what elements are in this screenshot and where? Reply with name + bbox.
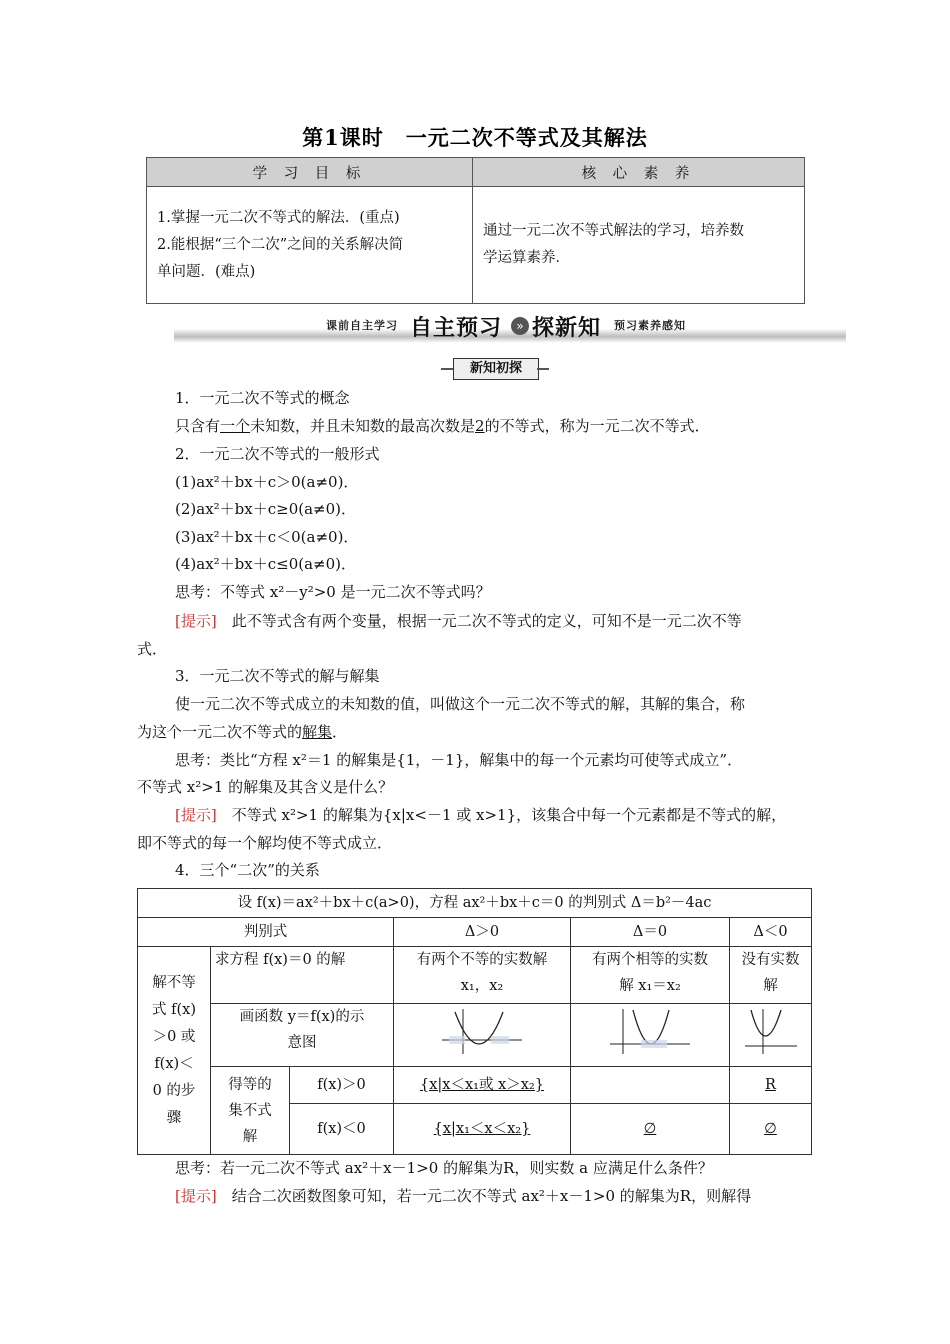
arrow-right-icon: » [511, 317, 529, 335]
hint-3: [提示] 结合二次函数图象可知，若一元二次不等式 ax²＋x－1>0 的解集为R，则解得 [175, 1187, 752, 1205]
think-1: 思考：不等式 x²－y²>0 是一元二次不等式吗？ [175, 583, 491, 601]
form-4: (4)ax²＋bx＋c≤0(a≠0)． [175, 555, 356, 573]
banner-right-text: 预习素养感知 [614, 319, 686, 332]
literacy-header: 核 心 素 养 [473, 158, 805, 187]
paragraph-3-cont: 为这个一元二次不等式的解集． [137, 723, 348, 741]
row-graph-label: 画函数 y＝f(x)的示 意图 [211, 1004, 394, 1067]
heading-2: 2．一元二次不等式的一般形式 [175, 445, 380, 463]
form-1: (1)ax²＋bx＋c＞0(a≠0)． [175, 473, 359, 491]
delta-negative: Δ＜0 [730, 918, 812, 947]
goal-2b: 单问题．(难点) [157, 263, 256, 280]
parabola-no-root-graph [741, 1006, 801, 1056]
literacy-b: 学运算素养． [483, 250, 570, 266]
lt-case-1: {x|x₁＜x＜x₂} [394, 1104, 571, 1155]
banner-title-2: 探新知 [532, 316, 602, 341]
solve-case-1: 有两个不等的实数解 x₁，x₂ [394, 947, 571, 1004]
lt-label: f(x)＜0 [290, 1104, 394, 1155]
three-quadratics-table [137, 888, 812, 1155]
heading-3: 3．一元二次不等式的解与解集 [175, 667, 380, 685]
gt-case-3: R [730, 1067, 812, 1104]
parabola-one-root-graph [605, 1006, 695, 1056]
think-3: 思考：若一元二次不等式 ax²＋x－1>0 的解集为R，则实数 a 应满足什么条件？ [175, 1159, 713, 1177]
table-header: 设 f(x)＝ax²＋bx＋c(a>0)，方程 ax²＋bx＋c＝0 的判别式 Δ＝b²－4ac [138, 889, 812, 918]
discriminant-label: 判别式 [138, 918, 394, 947]
delta-zero: Δ＝0 [571, 918, 730, 947]
graph-one-root [571, 1004, 730, 1067]
objectives-table [146, 157, 805, 304]
parabola-two-roots-graph [437, 1006, 527, 1056]
graph-no-root [730, 1004, 812, 1067]
solve-case-2: 有两个相等的实数 解 x₁＝x₂ [571, 947, 730, 1004]
gt-case-2 [571, 1067, 730, 1104]
goal-1: 1.掌握一元二次不等式的解法．(重点) [157, 209, 400, 226]
section-tag: 新知初探 [441, 358, 549, 380]
page-title: 第1课时 一元二次不等式及其解法 [302, 125, 648, 150]
heading-4: 4．三个“二次”的关系 [175, 861, 320, 879]
hint-1: [提示] 此不等式含有两个变量，根据一元二次不等式的定义，可知不是一元二次不等 [175, 612, 742, 630]
paragraph-1: 只含有一个未知数，并且未知数的最高次数是2的不等式，称为一元二次不等式． [175, 417, 710, 435]
heading-1: 1．一元二次不等式的概念 [175, 389, 350, 407]
hint-1-cont: 式． [137, 640, 168, 658]
objectives-cell [147, 187, 473, 304]
objectives-header: 学 习 目 标 [147, 158, 473, 187]
literacy-a: 通过一元二次不等式解法的学习，培养数 [483, 223, 744, 239]
solution-set-label: 得等的 集不式 解 [211, 1067, 290, 1155]
graph-two-roots [394, 1004, 571, 1067]
lt-case-2: ∅ [571, 1104, 730, 1155]
form-3: (3)ax²＋bx＋c＜0(a≠0)． [175, 528, 359, 546]
delta-positive: Δ＞0 [394, 918, 571, 947]
literacy-cell [473, 187, 805, 304]
gt-label: f(x)＞0 [290, 1067, 394, 1104]
goal-2a: 2.能根据“三个二次”之间的关系解决简 [157, 236, 404, 253]
hint-2-cont: 即不等式的每一个解均使不等式成立． [137, 834, 393, 852]
paragraph-3: 使一元二次不等式成立的未知数的值，叫做这个一元二次不等式的解，其解的集合，称 [175, 695, 746, 713]
banner-left-text: 课前自主学习 [326, 319, 398, 332]
row-solve-label: 求方程 f(x)＝0 的解 [211, 947, 394, 1004]
form-2: (2)ax²＋bx＋c≥0(a≠0)． [175, 500, 356, 518]
think-2: 思考：类比“方程 x²＝1 的解集是{1，－1}，解集中的每一个元素均可使等式成立”． [175, 751, 743, 769]
hint-2: [提示] 不等式 x²>1 的解集为{x|x<－1 或 x>1}，该集合中每一个元素都是不等式的解， [175, 806, 787, 824]
steps-label: 解不等 式 f(x) ＞0 或 f(x)＜ 0 的步 骤 [138, 947, 211, 1155]
lt-case-3: ∅ [730, 1104, 812, 1155]
banner-title-1: 自主预习 [410, 316, 503, 341]
solve-case-3: 没有实数 解 [730, 947, 812, 1004]
think-2-cont: 不等式 x²>1 的解集及其含义是什么？ [137, 778, 394, 796]
section-banner [174, 311, 846, 343]
gt-case-1: {x|x＜x₁或 x＞x₂} [394, 1067, 571, 1104]
